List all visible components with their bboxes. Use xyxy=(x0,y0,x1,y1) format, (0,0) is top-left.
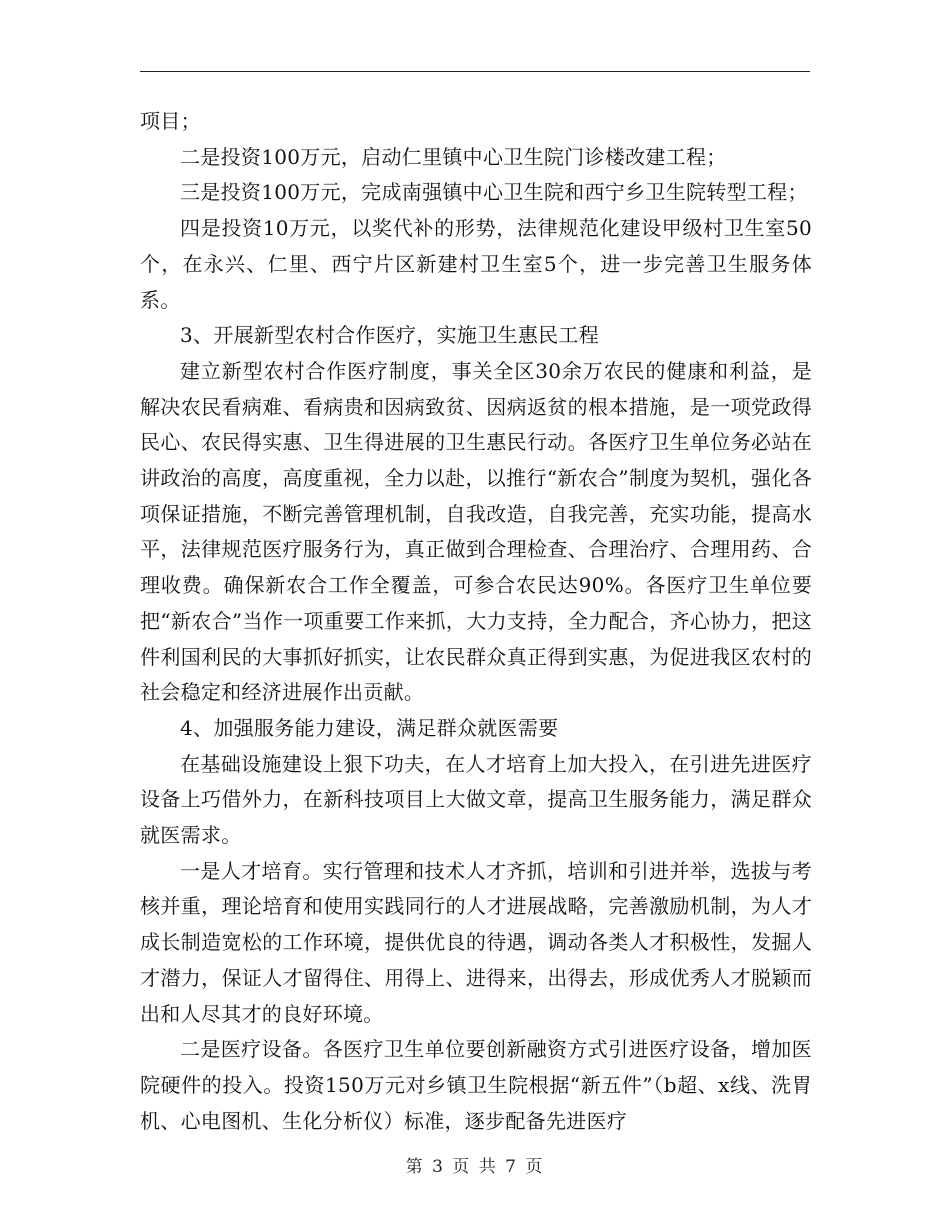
section-heading: 3、开展新型农村合作医疗，实施卫生惠民工程 xyxy=(180,323,600,348)
page-number-footer: 第 3 页 共 7 页 xyxy=(405,1157,545,1177)
paragraph: 项目； xyxy=(140,109,201,133)
document-body xyxy=(140,104,812,1139)
section-heading: 4、加强服务能力建设，满足群众就医需要 xyxy=(180,715,559,740)
paragraph: 在基础设施建设上狠下功夫，在人才培育上加大投入，在引进先进医疗设备上巧借外力，在新科技项目上大做文章，提高卫生服务能力，满足群众就医需求。 xyxy=(140,751,812,848)
header-rule xyxy=(140,71,810,72)
paragraph: 建立新型农村合作医疗制度，事关全区30余万农民的健康和利益，是解决农民看病难、看病贵和因病致贫、因病返贫的根本措施，是一项党政得民心、农民得实惠、卫生得进展的卫生惠民行动。各医疗卫生单位务必站在讲政治的高度，高度重视，全力以赴，以推行“新农合”制度为契机，强化各项保证措施，不断完善管理机制，自我改造，自我完善，充实功能，提高水平，法律规范医疗服务行为，真正做到合理检查、合理治疗、合理用药、合理收费。确保新农合工作全覆盖，可参合农民达90%。各医疗卫生单位要把“新农合”当作一项重要工作来抓，大力支持，全力配合，齐心协力，把这件利国利民的大事抓好抓实，让农民群众真正得到实惠，为促进我区农村的社会稳定和经济进展作出贡献。 xyxy=(140,358,812,705)
paragraph: 三是投资100万元，完成南强镇中心卫生院和西宁乡卫生院转型工程； xyxy=(180,180,808,205)
paragraph: 二是医疗设备。各医疗卫生单位要创新融资方式引进医疗设备，增加医院硬件的投入。投资150万元对乡镇卫生院根据“新五件”（b超、x线、洗胃机、心电图机、生化分析仪）标准，逐步配备先进医疗 xyxy=(140,1037,812,1133)
paragraph: 二是投资100万元，启动仁里镇中心卫生院门诊楼改建工程； xyxy=(180,144,727,169)
paragraph: 四是投资10万元，以奖代补的形势，法律规范化建设甲级村卫生室50个，在永兴、仁里、西宁片区新建村卫生室5个，进一步完善卫生服务体系。 xyxy=(140,216,812,312)
paragraph: 一是人才培育。实行管理和技术人才齐抓，培训和引进并举，选拔与考核并重，理论培育和使用实践同行的人才进展战略，完善激励机制，为人才成长制造宽松的工作环境，提供优良的待遇，调动各类人才积极性，发掘人才潜力，保证人才留得住、用得上、进得来，出得去，形成优秀人才脱颖而出和人尽其才的良好环境。 xyxy=(140,858,812,1026)
